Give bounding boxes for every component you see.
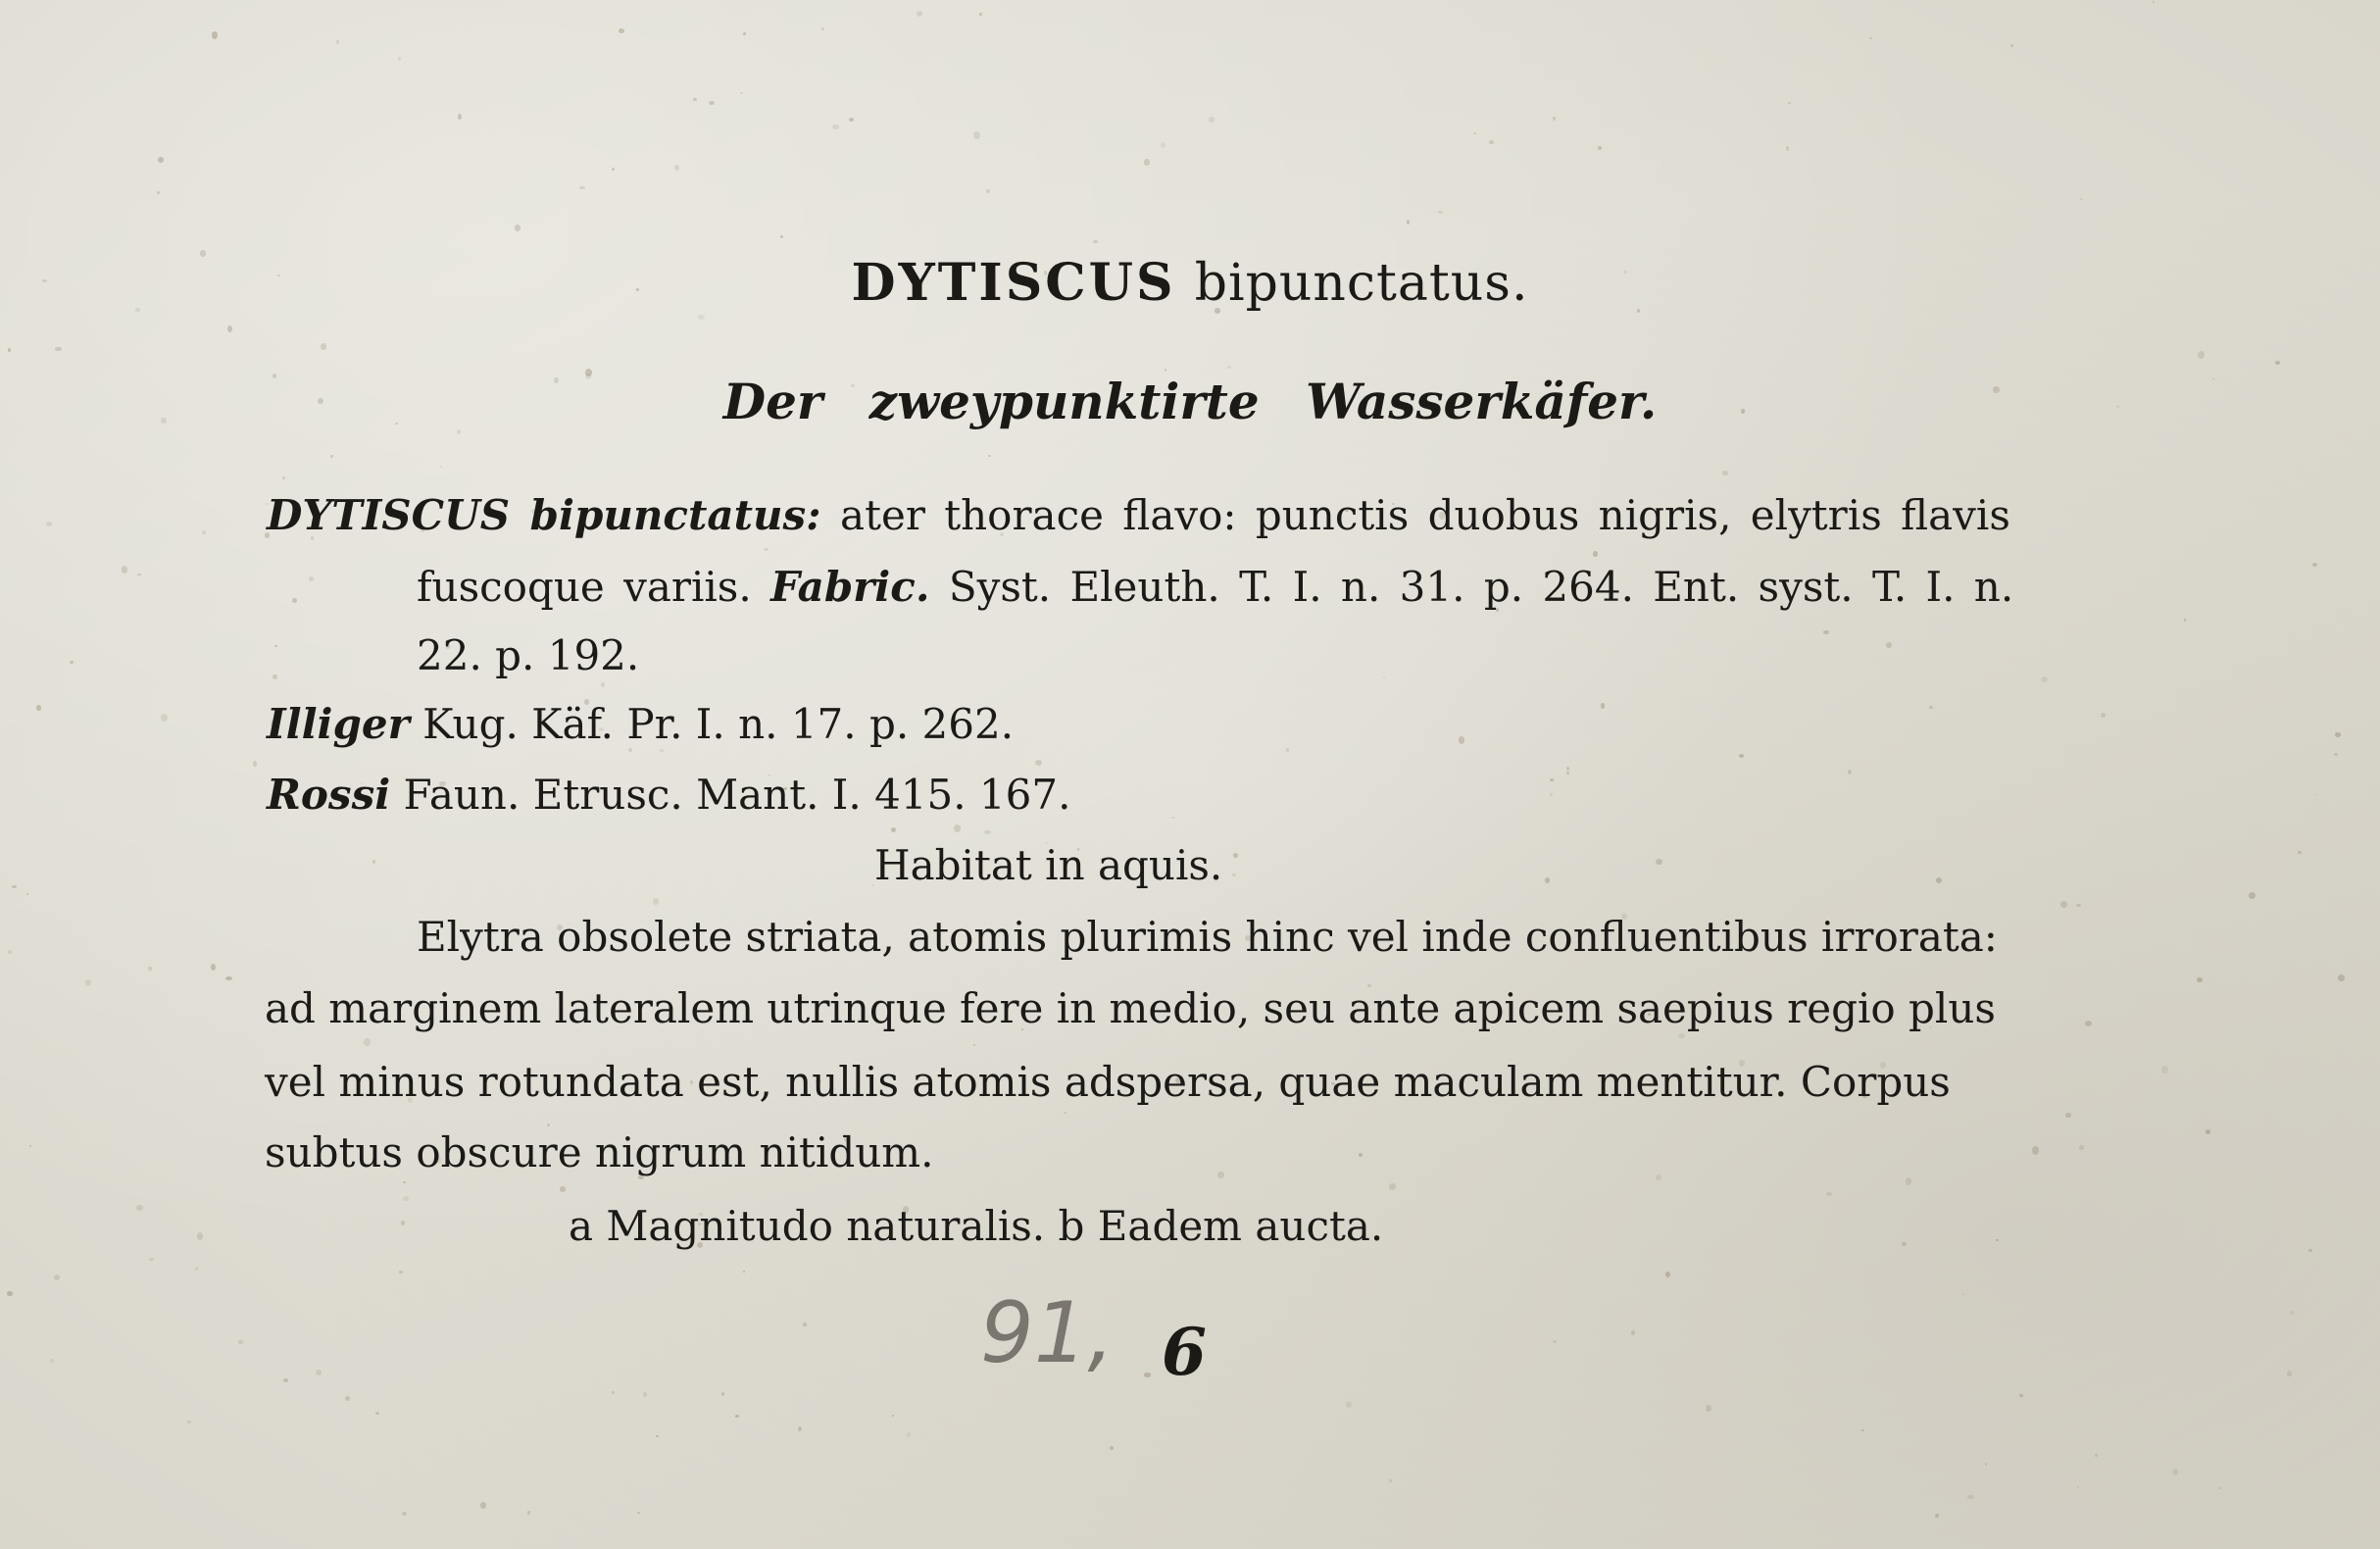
paper-speck	[821, 27, 824, 30]
paper-speck	[1144, 1373, 1151, 1377]
paper-speck	[832, 125, 839, 129]
paper-speck	[601, 682, 605, 687]
paper-speck	[764, 548, 769, 551]
paper-speck	[273, 675, 277, 679]
paper-speck	[1786, 146, 1789, 151]
paper-speck	[458, 114, 462, 120]
paper-speck	[2290, 1311, 2295, 1315]
paper-speck	[2275, 361, 2280, 365]
paper-speck	[316, 1370, 322, 1375]
paper-speck	[1566, 767, 1569, 771]
paper-speck	[579, 186, 585, 189]
paper-speck	[212, 31, 218, 39]
paper-speck	[2184, 619, 2186, 622]
paper-speck	[55, 347, 62, 351]
paper-speck	[740, 92, 743, 94]
paper-speck	[2172, 1469, 2178, 1475]
paper-speck	[211, 964, 216, 971]
paper-speck	[399, 1271, 403, 1274]
paper-speck	[2249, 892, 2256, 899]
paper-speck	[1473, 132, 1476, 134]
diagnosis-line-1	[267, 491, 2010, 539]
paper-speck	[1161, 142, 1165, 148]
paper-speck	[1035, 760, 1042, 766]
paper-speck	[2334, 753, 2338, 756]
paper-speck	[979, 13, 982, 16]
paper-speck	[197, 1232, 203, 1240]
paper-speck	[401, 1221, 405, 1225]
paper-speck	[1869, 37, 1872, 39]
paper-speck	[637, 1512, 640, 1514]
paper-speck	[2077, 1486, 2079, 1488]
paper-speck	[1848, 770, 1852, 774]
paper-speck	[2019, 1394, 2023, 1397]
paper-speck	[973, 1044, 975, 1046]
paper-speck	[527, 1511, 530, 1515]
paper-speck	[2161, 1066, 2168, 1074]
reference-rossi	[267, 771, 1071, 819]
paper-speck	[1232, 874, 1236, 876]
paper-speck	[2338, 974, 2345, 981]
paper-speck	[2076, 904, 2081, 907]
paper-speck	[1601, 703, 1605, 709]
paper-speck	[780, 235, 783, 238]
paper-speck	[954, 824, 961, 832]
paper-speck	[1217, 1172, 1224, 1178]
paper-speck	[2079, 1145, 2084, 1150]
paper-speck	[1172, 817, 1174, 819]
paper-speck	[29, 1145, 31, 1147]
paper-speck	[547, 1124, 550, 1126]
paper-speck	[8, 950, 12, 954]
paper-speck	[988, 455, 991, 457]
paper-speck	[1389, 1183, 1396, 1190]
paper-speck	[560, 1186, 566, 1192]
paper-speck	[309, 576, 314, 581]
paper-speck	[973, 131, 980, 139]
description-line-4: subtus obscure nigrum nitidum.	[265, 1128, 934, 1176]
paper-speck	[158, 157, 164, 163]
paper-speck	[274, 645, 277, 647]
citation-rossi: Faun. Etrusc. Mant. I. 415. 167.	[403, 771, 1071, 819]
paper-speck	[1722, 471, 1728, 475]
description-line-2: ad marginem lateralem utrinque fere in medio, seu ante apicem saepius regio plus	[265, 984, 1996, 1032]
paper-speck	[2198, 351, 2205, 359]
paper-speck	[1209, 117, 1215, 123]
paper-speck	[907, 1432, 911, 1437]
citation-fabricius: Syst. Eleuth. T. I. n. 31. p. 264. Ent. syst. T. I. n.	[948, 563, 2014, 611]
paper-speck	[149, 1258, 154, 1261]
paper-speck	[375, 1412, 379, 1415]
paper-speck	[803, 1323, 807, 1326]
paper-speck	[2316, 794, 2318, 795]
paper-speck	[26, 893, 28, 895]
paper-speck	[643, 1392, 647, 1397]
paper-speck	[2298, 851, 2302, 854]
paper-speck	[1553, 117, 1556, 121]
paper-speck	[2308, 1249, 2312, 1252]
paper-speck	[1459, 736, 1464, 744]
paper-speck	[1823, 630, 1829, 634]
paper-speck	[1967, 1495, 1974, 1499]
citation-illiger: Kug. Käf. Pr. I. n. 17. p. 262.	[422, 700, 1015, 748]
paper-speck	[1389, 1479, 1392, 1482]
paper-speck	[1550, 793, 1553, 796]
paper-speck	[2197, 977, 2203, 982]
paper-speck	[917, 11, 922, 17]
paper-speck	[891, 827, 896, 832]
german-title: Der zweypunktirte Wasserkäfer.	[722, 373, 1658, 430]
paper-speck	[8, 348, 11, 352]
paper-speck	[1656, 859, 1662, 865]
paper-speck	[2080, 198, 2083, 200]
paper-speck	[136, 1205, 143, 1211]
paper-speck	[1826, 1192, 1832, 1196]
paper-speck	[892, 1415, 894, 1417]
paper-speck	[693, 98, 697, 101]
paper-speck	[1550, 778, 1554, 781]
paper-speck	[2335, 732, 2341, 737]
paper-speck	[1631, 1330, 1635, 1335]
paper-speck	[2206, 1129, 2210, 1134]
paper-speck	[849, 118, 854, 122]
paper-speck	[398, 57, 401, 61]
paper-speck	[1906, 1177, 1911, 1185]
paper-speck	[628, 748, 632, 752]
paper-speck	[674, 165, 679, 171]
paper-speck	[2060, 901, 2067, 908]
description-line-3: vel minus rotundata est, nullis atomis adspersa, quae maculam mentitur. Corpus	[265, 1058, 1951, 1106]
author-fabricius: Fabric.	[770, 563, 930, 611]
paper-speck	[440, 466, 442, 468]
paper-speck	[403, 1181, 406, 1183]
paper-speck	[1383, 676, 1385, 678]
paper-speck	[1566, 772, 1569, 774]
paper-speck	[157, 191, 160, 194]
paper-speck	[137, 574, 141, 575]
paper-speck	[1962, 1293, 1964, 1295]
paper-speck	[36, 705, 41, 711]
paper-speck	[238, 1340, 243, 1344]
page-number: 6	[1162, 1314, 1207, 1390]
paper-speck	[202, 530, 206, 534]
paper-speck	[330, 455, 333, 458]
paper-speck	[653, 898, 659, 905]
paper-speck	[1739, 754, 1744, 758]
paper-speck	[292, 598, 297, 603]
paper-speck	[402, 1512, 407, 1516]
diagnosis-species-name: DYTISCUS bipunctatus:	[267, 491, 821, 539]
paper-speck	[364, 1038, 371, 1046]
paper-speck	[1678, 1033, 1685, 1038]
paper-speck	[2010, 44, 2013, 47]
paper-speck	[2101, 713, 2106, 718]
paper-speck	[50, 1359, 54, 1363]
paper-speck	[46, 522, 52, 526]
paper-speck	[1093, 240, 1098, 243]
paper-speck	[1144, 159, 1150, 166]
diagnosis-text: ater thorace flavo: punctis duobus nigris, elytris flavis	[840, 491, 2010, 539]
paper-speck	[161, 714, 168, 722]
paper-speck	[1886, 642, 1892, 648]
paper-speck	[1656, 1174, 1661, 1180]
title-genus: DYTISCUS	[851, 253, 1176, 313]
paper-speck	[122, 566, 127, 574]
paper-speck	[612, 168, 615, 171]
paper-speck	[743, 1271, 745, 1273]
paper-speck	[1438, 211, 1443, 214]
paper-speck	[698, 315, 705, 320]
diagnosis-text-2: fuscoque variis.	[417, 563, 752, 611]
diagnosis-line-2	[417, 563, 2014, 611]
author-rossi: Rossi	[267, 771, 391, 819]
paper-speck	[195, 1267, 198, 1271]
paper-speck	[2085, 1021, 2092, 1026]
paper-speck	[1996, 1239, 1999, 1241]
paper-speck	[798, 1426, 802, 1431]
diagnosis-line-3: 22. p. 192.	[417, 631, 640, 679]
paper-speck	[515, 225, 521, 231]
paper-speck	[1598, 146, 1602, 150]
paper-speck	[984, 830, 991, 834]
paper-speck	[225, 976, 232, 980]
paper-speck	[2153, 1, 2155, 3]
paper-speck	[1936, 877, 1942, 883]
reference-illiger	[267, 700, 1015, 748]
paper-speck	[54, 1274, 60, 1280]
paper-speck	[85, 979, 91, 986]
paper-speck	[2312, 563, 2317, 567]
paper-speck	[283, 1378, 288, 1382]
pencil-annotation: 91,	[980, 1284, 1115, 1382]
paper-speck	[1553, 1340, 1557, 1343]
paper-speck	[709, 101, 715, 105]
paper-speck	[986, 189, 990, 193]
paper-speck	[2065, 1113, 2071, 1118]
paper-speck	[721, 1392, 724, 1396]
paper-speck	[1489, 140, 1494, 144]
paper-speck	[1359, 1153, 1363, 1157]
paper-speck	[148, 967, 152, 971]
paper-speck	[1545, 877, 1550, 883]
page-title	[0, 253, 2380, 313]
title-species: bipunctatus.	[1194, 254, 1529, 313]
paper-speck	[70, 661, 74, 664]
paper-speck	[2041, 676, 2048, 682]
paper-speck	[2218, 1487, 2221, 1489]
paper-speck	[743, 32, 746, 35]
habitat: Habitat in aquis.	[874, 841, 1223, 889]
paper-speck	[1233, 853, 1238, 858]
paper-speck	[1935, 1514, 1939, 1518]
paper-speck	[2287, 1371, 2292, 1376]
paper-speck	[612, 1391, 615, 1394]
paper-speck	[735, 1415, 739, 1418]
paper-speck	[1227, 366, 1231, 369]
paper-speck	[1286, 748, 1289, 752]
paper-speck	[345, 1396, 350, 1401]
paper-speck	[1064, 1112, 1066, 1114]
paper-speck	[1929, 706, 1933, 709]
paper-speck	[1788, 102, 1791, 104]
paper-speck	[1165, 369, 1166, 372]
description-line-1: Elytra obsolete striata, atomis plurimis hinc vel inde confluentibus irrorata:	[417, 913, 1998, 961]
paper-speck	[227, 325, 232, 332]
paper-speck	[7, 1291, 13, 1296]
paper-speck	[1407, 220, 1410, 225]
paper-speck	[2095, 1454, 2098, 1457]
figure-caption: a Magnitudo naturalis. b Eadem aucta.	[569, 1202, 1384, 1250]
paper-speck	[403, 1196, 409, 1201]
paper-speck	[372, 860, 375, 864]
paper-speck	[1985, 1463, 1987, 1466]
paper-speck	[12, 885, 17, 888]
paper-speck	[656, 1435, 659, 1437]
paper-speck	[2032, 1146, 2039, 1155]
paper-speck	[1593, 551, 1598, 557]
paper-speck	[660, 749, 664, 752]
paper-speck	[1665, 1272, 1670, 1277]
paper-speck	[480, 1502, 486, 1509]
paper-speck	[1110, 1446, 1114, 1450]
paper-speck	[187, 1421, 191, 1424]
paper-speck	[1902, 1242, 1907, 1246]
paper-speck	[253, 761, 257, 767]
paper-speck	[1861, 1429, 1864, 1431]
paper-speck	[1706, 1405, 1711, 1412]
paper-speck	[282, 476, 285, 479]
paper-speck	[321, 343, 326, 350]
paper-speck	[619, 28, 624, 33]
author-illiger: Illiger	[267, 700, 410, 748]
paper-speck	[336, 40, 339, 44]
paper-speck	[1346, 1401, 1352, 1408]
